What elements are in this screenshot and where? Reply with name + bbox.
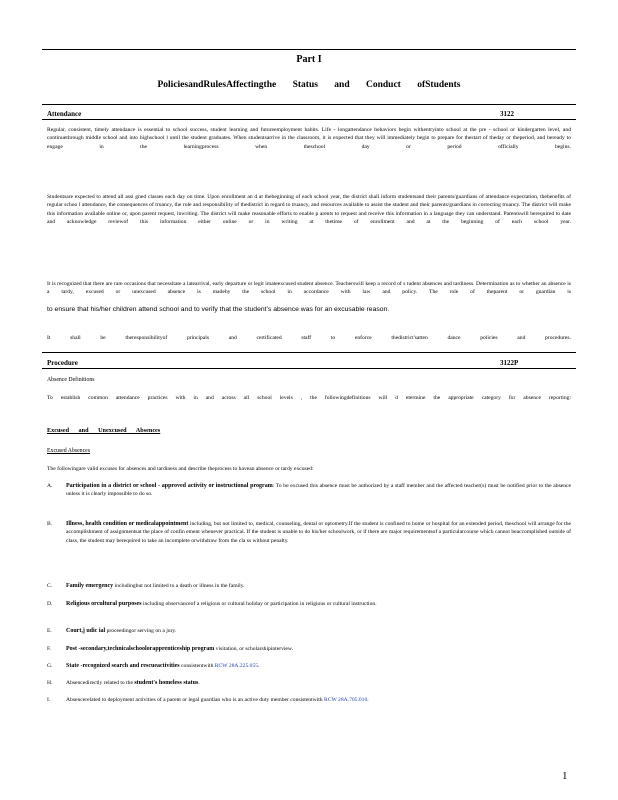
list-item-letter: I.: [47, 697, 51, 703]
list-item-text-after: .: [367, 697, 369, 703]
list-item-text: : To be excused this absence must be authorized by a staff member and the affected teacher(s) must be notified prior to the absence unless it is clearly impossible to do so.: [66, 483, 571, 498]
list-item-text: including, but not limited to, medical, counseling, dental or optometry.If the student is confined to home or hospital for an extended period, theschool will arrange for the accomplishment of assignmentsat the place of confin ement whenever practical. If the student is unable to do his/her schoolwork, or if there are major requirementsof a particularcourse which cannot beaccomplished outside of class, the student may berequired to take an incomplete orwithdraw from the cla ss without penalty.: [66, 521, 571, 544]
attendance-paragraph-1: Regular, consistent, timely attendance is essential to school success, student learning and futureemployment habits. Life - longattendance behaviors begin withentryinto school at the pre - school or kindergarten level, and continuethrough middle school and into highschool l until the student graduates. When studentsarrive in the classroom, it is expected that they will immediately begin to prepare for thestart of theday or theperiod, and beready to engage in the learningprocess when theschool day or period officially begins.: [47, 127, 571, 150]
attendance-paragraph-4: It shall be theresponsibilityof principals and certificated staff to enforce thedistrict'satten dance policies and procedures.: [47, 335, 571, 341]
excuses-intro: The followingare valid excuses for absences and tardiness and describe theprocess to havean absence or tardy excused:: [47, 466, 314, 472]
list-item-letter: A.: [47, 483, 53, 489]
procedure-heading: Procedure: [47, 359, 78, 367]
attendance-paragraph-3-text: It is recognized that there are rare occasions that necessitate a latearrival, early departure or legit imateexcused student absence. Teacherswill keep a record of s tudent absences and tardiness. Determination as to whether an absence is a tardy, excused or unexcused absence is madeby the school in accordance with law and policy. The role of theparent or guardian is: [47, 281, 571, 296]
list-item-letter: F.: [47, 646, 52, 652]
list-item-letter: B.: [47, 521, 53, 527]
list-item-label: Religious orcultural purposes: [66, 601, 142, 607]
list-item-label: Post -secondary,technicalschoolorapprenticeship program: [66, 646, 215, 652]
list-item-label: Illness, health condition or medicalappointment: [66, 521, 189, 527]
list-item-text: includingbut not limited to a death or illness in the family.: [113, 583, 245, 589]
attendance-code: 3122: [500, 110, 514, 118]
list-item: [47, 482, 571, 516]
list-item-letter: G.: [47, 663, 53, 669]
list-item-text: including observanceof a religious or cultural holiday or participation in religious or cultural instruction.: [141, 601, 377, 607]
procedure-rule: [42, 352, 576, 353]
attendance-paragraph-3: [47, 280, 571, 297]
list-item-label: State -recognized search and rescueactivities: [66, 663, 180, 669]
procedure-paragraph-1: To establish common attendance practices with in and across all school levels , the followingdefinitions will d etermine the appropriate category for absence reporting:: [47, 395, 571, 401]
list-item-letter: E.: [47, 628, 52, 634]
list-item-text: Absencedirectly related to the: [66, 680, 135, 686]
list-item-label: Family emergency: [66, 583, 114, 589]
list-item-text-after: .: [258, 663, 260, 669]
rcw-link[interactable]: RCW 28A.225.055: [214, 663, 259, 669]
page-number: 1: [562, 770, 568, 782]
rcw-link[interactable]: RCW 28A.705.010: [324, 697, 368, 703]
list-item-text: visitation, or scholarshipinterview.: [214, 646, 293, 652]
list-item-label: Participation in a district or school - approved activity or instructional program: [66, 483, 273, 489]
excused-absences-subheading: Excused Absences: [47, 448, 90, 454]
attendance-underline: [42, 119, 576, 120]
excused-unexcused-heading: Excused and Unexcused Absences: [47, 427, 161, 434]
top-rule: [42, 49, 576, 50]
list-item-letter: C.: [47, 583, 53, 589]
list-item-label: Court,j udic ial: [66, 628, 106, 634]
list-item-letter: H.: [47, 680, 53, 686]
list-item-text: consistentwith: [179, 663, 215, 669]
attendance-rule: [42, 104, 576, 105]
attendance-paragraph-3-end: to ensure that his/her children attend school and to verify that the student’s absence was for an excusable reason.: [47, 306, 390, 313]
part-heading: Part I: [296, 54, 322, 65]
procedure-code: 3122P: [500, 359, 519, 367]
document-title: PoliciesandRulesAffectingthe Status and Conduct ofStudents: [157, 80, 461, 90]
list-item-letter: D.: [47, 601, 53, 607]
list-item-text: proceedingor serving on a jury.: [105, 628, 177, 634]
attendance-heading: Attendance: [47, 110, 82, 118]
list-item-label: student's homeless status: [134, 680, 199, 686]
procedure-underline: [42, 368, 576, 369]
list-item-text-after: .: [198, 680, 200, 686]
list-item-text: Absencerelated to deployment activities of a parent or legal guardian who is an active duty member consistentwith: [66, 697, 325, 703]
attendance-paragraph-2: Studentsare expected to attend all assi gned classes each day on time. Upon enrollment an d at thebeginning of each school year, the district shall inform studentsand their parents/guardians of attendance expectation, thebenefits of regular schoo l attendance, the consequences of truancy, the role and responsibility of thedistrict in regard to truancy, and resources available to assist the student and their parents/guardians in correcting truancy. The district will make this information available online or, upon parent request, inwriting. The district will make reasonable efforts to enable p arents to request and receive this information in a language they can understand. Parentswill berequired to date and acknowledge reviewof this information either online or in writing at thetime of enrollment and at the beginning of each school year.: [47, 194, 571, 226]
list-item: [47, 520, 571, 572]
absence-definitions-label: Absence Definitions: [47, 377, 95, 383]
